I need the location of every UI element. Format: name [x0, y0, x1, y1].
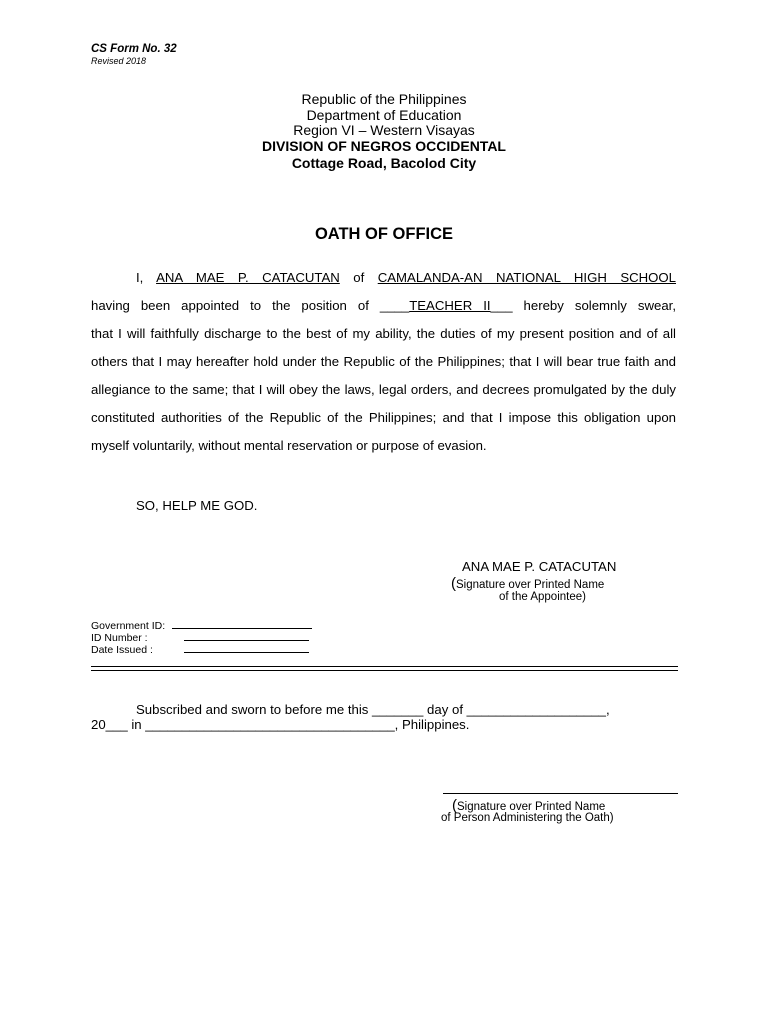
- oath-text: of: [339, 270, 378, 285]
- form-revision: Revised 2018: [91, 56, 147, 66]
- subscription-text: Subscribed and sworn to before me this: [136, 702, 373, 717]
- government-id-label: Government ID:: [91, 620, 166, 632]
- subscription-text: , Philippines.: [394, 717, 470, 732]
- day-blank[interactable]: _______: [372, 702, 424, 717]
- subscription-text: ,: [606, 702, 610, 717]
- appointee-printed-name: ANA MAE P. CATACUTAN: [462, 559, 617, 574]
- form-number: CS Form No. 32: [91, 43, 177, 55]
- year-prefix: 20: [91, 717, 106, 732]
- oath-body: that I will faithfully discharge to the best of my ability, the duties of my present position and of all others that I may hereafter hold under the Republic of the Philippines; that I will bear true faith and allegiance to the same; that I will obey the laws, legal orders, and decrees promulgated by the duly constituted authorities of the Republic of the Philippines; and that I impose this obligation upon myself voluntarily, without mental reservation or purpose of evasion.: [91, 326, 676, 453]
- oath-line-2: [91, 292, 676, 320]
- id-number-field[interactable]: [184, 630, 309, 641]
- document-title: OATH OF OFFICE: [314, 225, 454, 243]
- year-blank[interactable]: ___: [105, 717, 128, 732]
- header-department: Department of Education: [306, 107, 462, 123]
- header-region: Region VI – Western Visayas: [293, 122, 475, 138]
- date-issued-field[interactable]: [184, 642, 309, 653]
- caption-text: Signature over Printed Name: [456, 579, 605, 591]
- section-divider: [91, 666, 678, 671]
- school-name: CAMALANDA-AN NATIONAL HIGH SCHOOL: [377, 270, 677, 285]
- header-division: DIVISION OF NEGROS OCCIDENTAL: [262, 138, 506, 154]
- header-address: Cottage Road, Bacolod City: [291, 155, 477, 171]
- administering-signature-caption-2: of Person Administering the Oath): [441, 812, 614, 824]
- place-blank[interactable]: ____________________________: [189, 717, 395, 732]
- government-id-field[interactable]: [172, 618, 312, 629]
- date-issued-row: [91, 642, 309, 656]
- oath-paragraph: [91, 264, 676, 460]
- oath-text: I,: [136, 270, 157, 285]
- open-paren: (: [452, 797, 457, 814]
- caption-text: Signature over Printed Name: [457, 801, 606, 813]
- oath-text: ___ hereby solemnly swear,: [490, 298, 676, 313]
- appointee-name: ANA MAE P. CATACUTAN: [156, 270, 340, 285]
- id-number-label: ID Number :: [91, 632, 148, 644]
- appointee-signature-caption: [451, 575, 604, 592]
- oath-line-1: [91, 264, 676, 292]
- header-republic: Republic of the Philippines: [301, 91, 467, 107]
- appointee-signature-caption-2: of the Appointee): [499, 591, 586, 603]
- subscription-line-1: [91, 702, 681, 717]
- closing-line: SO, HELP ME GOD.: [136, 498, 258, 513]
- open-paren: (: [451, 575, 456, 592]
- administering-signature-line[interactable]: [443, 793, 678, 794]
- position-title: TEACHER II: [409, 298, 491, 313]
- oath-text: having been appointed to the position of ____: [91, 298, 410, 313]
- date-issued-label: Date Issued :: [91, 644, 153, 656]
- subscription-text: in ______: [127, 717, 190, 732]
- subscription-text: day of: [423, 702, 467, 717]
- month-blank[interactable]: ___________________: [466, 702, 607, 717]
- subscription-line-2: [91, 717, 681, 732]
